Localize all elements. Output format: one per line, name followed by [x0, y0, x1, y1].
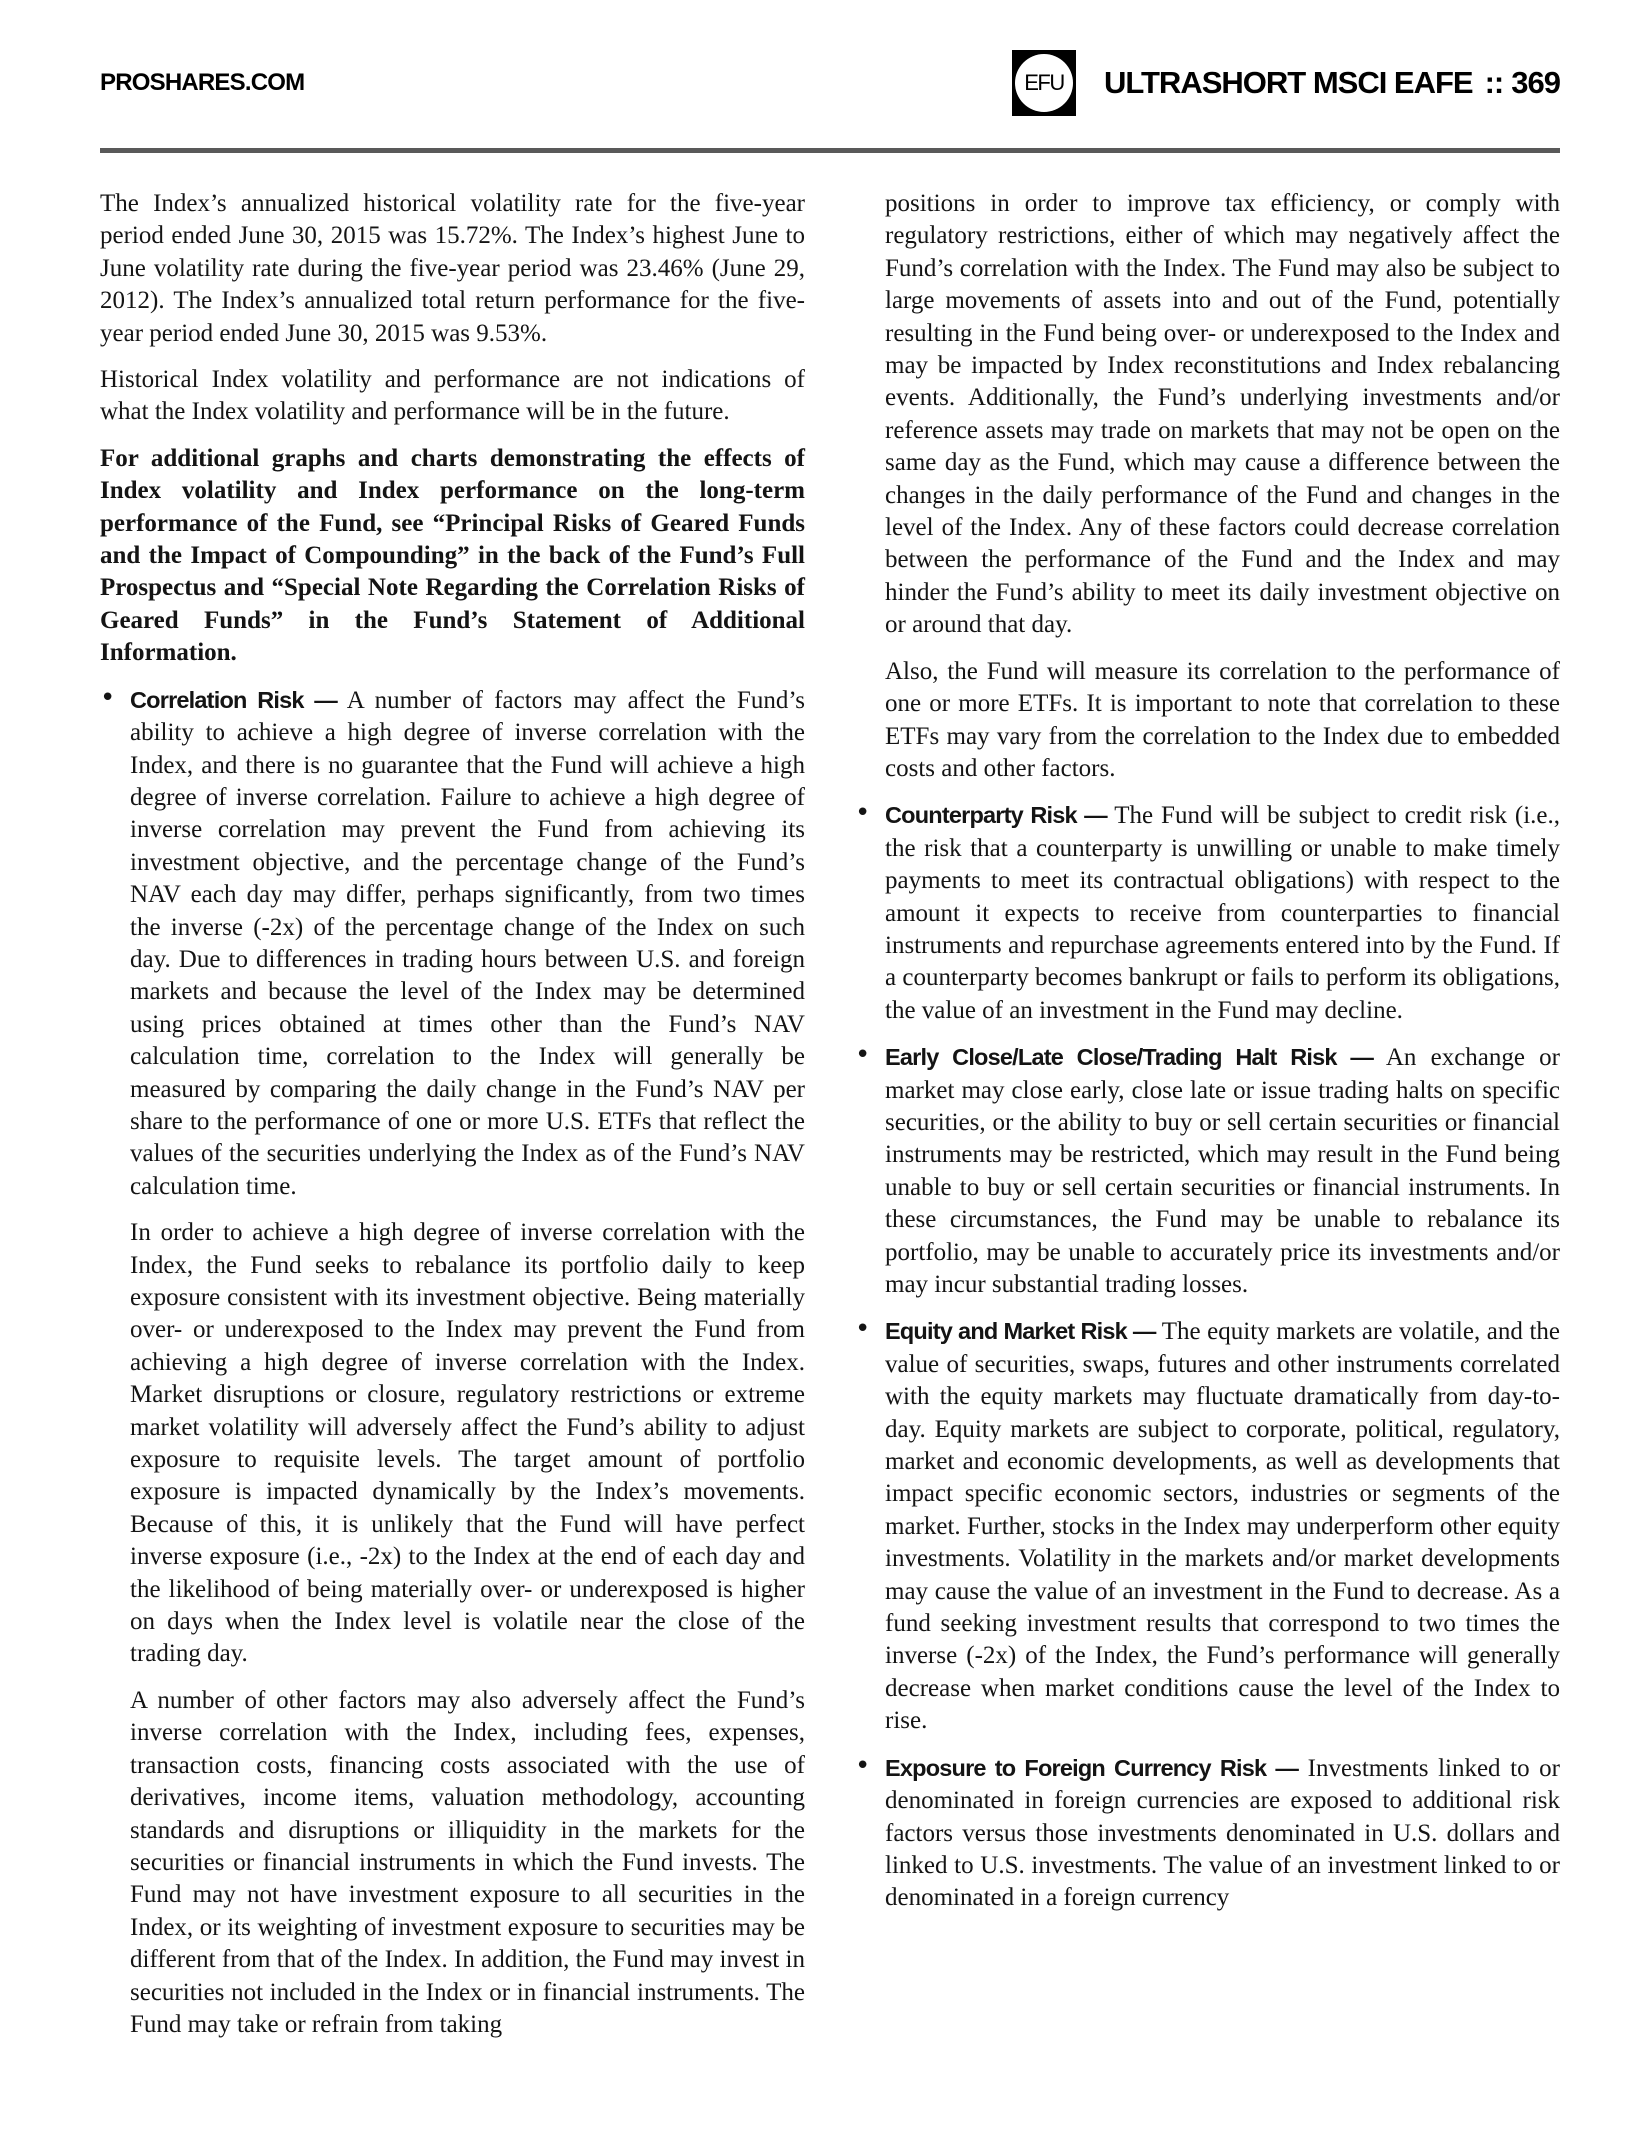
- efu-badge-circle: [1015, 54, 1073, 112]
- left-column: [100, 188, 805, 2055]
- risk-body-text: An exchange or market may close early, close late or issue trading halts on specific securities, or the ability to buy or sell certain securities or financial instruments may be restricted, which may result in the Fund being unable to buy or sell certain securities or financial instruments. In these circumstances, the Fund may be unable to rebalance its portfolio, may be unable to accurately price its investments and/or may incur substantial trading losses.: [885, 1044, 1561, 1298]
- bullet-paragraph: [885, 1315, 1560, 1737]
- proshares-site-label: PROSHARES.COM: [100, 69, 305, 96]
- document-header: [100, 48, 1560, 118]
- bullet-icon: •: [855, 798, 871, 829]
- body-columns: [100, 188, 1560, 2055]
- bold-note-paragraph: For additional graphs and charts demonstrating the effects of Index volatility and Index performance on the long-term performance of the Fund, see “Principal Risks of Geared Funds and the Impact of Compounding” in the back of the Fund’s Full Prospectus and “Special Note Regarding the Correlation Risks of Geared Funds” in the Fund’s Statement of Additional Information.: [100, 444, 805, 667]
- bullet-equity-market-risk: [855, 1315, 1560, 1737]
- risk-title-early-close: Early Close/Late Close/Trading Halt Risk —: [885, 1044, 1374, 1071]
- page-separator: ::: [1484, 65, 1504, 100]
- efu-ticker-badge-icon: [1012, 50, 1076, 116]
- paragraph-historical-note: Historical Index volatility and performance are not indications of what the Index volatility and performance will be in the future.: [100, 366, 805, 426]
- risk-body-text: The equity markets are volatile, and the value of securities, swaps, futures and other instruments correlated with the equity markets may fluctuate dramatically from day-to-day. Equity markets are subject to corporate, political, regulatory, market and economic developments, as well as developments that impact specific economic sectors, industries or segments of the market. Further, stocks in the Index may underperform other equity investments. Volatility in the markets and/or market developments may cause the value of an investment in the Fund to decrease. As a fund seeking investment results that correspond to two times the inverse (-2x) of the Index, the Fund’s performance will generally decrease when market conditions cause the level of the Index to rise.: [885, 1318, 1560, 1735]
- bullet-paragraph: In order to achieve a high degree of inverse correlation with the Index, the Fund seeks to rebalance its portfolio daily to keep exposure consistent with its investment objective. Being materially over- or underexposed to the Index may prevent the Fund from achieving a high degree of inverse correlation with the Index. Market disruptions or closure, regulatory restrictions or extreme market volatility will adversely affect the Fund’s ability to adjust exposure to requisite levels. The target amount of portfolio exposure is impacted dynamically by the Index’s movements. Because of this, it is unlikely that the Fund will have perfect inverse exposure (i.e., -2x) to the Index at the end of each day and the likelihood of being materially over- or underexposed is higher on days when the Index level is volatile near the close of the trading day.: [130, 1219, 805, 1668]
- bullet-paragraph: [130, 684, 805, 1204]
- risk-title-correlation: Correlation Risk —: [130, 686, 337, 713]
- bullet-counterparty-risk: [855, 799, 1560, 1027]
- bullet-icon: •: [855, 1750, 871, 1781]
- risk-body-text: The Fund will be subject to credit risk (i.e., the risk that a counterparty is unwilling or unable to make timely payments to meet its contractual obligations) with respect to the amount it expects to receive from counterparties to financial instruments and repurchase agreements entered into by the Fund. If a counterparty becomes bankrupt or fails to perform its obligations, the value of an investment in the Fund may decline.: [885, 802, 1560, 1024]
- bullet-early-close-risk: [855, 1041, 1560, 1301]
- continuation-block: [855, 188, 1560, 785]
- bullet-icon: •: [855, 1314, 871, 1345]
- bullet-icon: •: [855, 1040, 871, 1071]
- fund-title-text: ULTRASHORT MSCI EAFE: [1103, 65, 1473, 100]
- bullet-foreign-currency-risk: [855, 1752, 1560, 1915]
- risk-title-foreign-currency: Exposure to Foreign Currency Risk —: [885, 1754, 1299, 1781]
- risk-title-equity-market: Equity and Market Risk —: [885, 1318, 1156, 1345]
- bullet-paragraph: [885, 799, 1560, 1027]
- continuation-paragraph: Also, the Fund will measure its correlation to the performance of one or more ETFs. It is important to note that correlation to these ETFs may vary from the correlation to the Index due to embedded costs and other factors.: [885, 657, 1560, 782]
- header-divider: [100, 148, 1560, 153]
- risk-list-right: [855, 799, 1560, 1914]
- risk-list-left: [100, 684, 805, 2042]
- header-right-group: [1012, 50, 1560, 116]
- bullet-paragraph: [885, 1752, 1560, 1915]
- risk-body-text: A number of factors may affect the Fund’s ability to achieve a high degree of inverse correlation with the Index, and there is no guarantee that the Fund will achieve a high degree of inverse correlation. Failure to achieve a high degree of inverse correlation may prevent the Fund from achieving its investment objective, and the percentage change of the Fund’s NAV each day may differ, perhaps significantly, from two times the inverse (-2x) of the percentage change of the Index on such day. Due to differences in trading hours between U.S. and foreign markets and because the level of the Index may be determined using prices obtained at times other than the Fund’s NAV calculation time, correlation to the Index will generally be measured by comparing the daily change in the Fund’s NAV per share to the performance of one or more U.S. ETFs that reflect the values of the securities underlying the Index as of the Fund’s NAV calculation time.: [130, 686, 805, 1200]
- right-column: [855, 188, 1560, 2055]
- risk-body-text: Investments linked to or denominated in foreign currencies are exposed to additional risk factors versus those investments denominated in U.S. dollars and linked to U.S. investments. The value of an investment linked to or denominated in a foreign currency: [885, 1754, 1560, 1912]
- bullet-paragraph: A number of other factors may also adversely affect the Fund’s inverse correlation with the Index, including fees, expenses, transaction costs, financing costs associated with the use of derivatives, income items, valuation methodology, accounting standards and disruptions or illiquidity in the markets for the securities or financial instruments in which the Fund invests. The Fund may not have investment exposure to all securities in the Index, or its weighting of investment exposure to securities may be different from that of the Index. In addition, the Fund may invest in securities not included in the Index or in financial instruments. The Fund may take or refrain from taking: [130, 1686, 805, 2038]
- bullet-icon: •: [100, 682, 116, 713]
- risk-title-counterparty: Counterparty Risk —: [885, 802, 1107, 829]
- page-number: 369: [1511, 65, 1560, 100]
- intro-paragraph-volatility: The Index’s annualized historical volatility rate for the five-year period ended June 30, 2015 was 15.72%. The Index’s highest June to June volatility rate during the five-year period was 23.46% (June 29, 2012). The Index’s annualized total return performance for the five-year period ended June 30, 2015 was 9.53%.: [100, 190, 805, 347]
- bullet-correlation-risk: [100, 684, 805, 2042]
- bullet-paragraph: [885, 1041, 1560, 1301]
- continuation-paragraph: positions in order to improve tax efficiency, or comply with regulatory restrictions, either of which may negatively affect the Fund’s correlation with the Index. The Fund may also be subject to large movements of assets into and out of the Fund, potentially resulting in the Fund being over- or underexposed to the Index and may be impacted by Index reconstitutions and Index rebalancing events. Additionally, the Fund’s underlying investments and/or reference assets may trade on markets that may not be open on the same day as the Fund, which may cause a difference between the changes in the daily performance of the Fund and changes in the level of the Index. Any of these factors could decrease correlation between the performance of the Fund and the Index and may hinder the Fund’s ability to meet its daily investment objective on or around that day.: [885, 190, 1560, 639]
- efu-badge-label: EFU: [1024, 70, 1064, 95]
- fund-title: [1104, 65, 1560, 101]
